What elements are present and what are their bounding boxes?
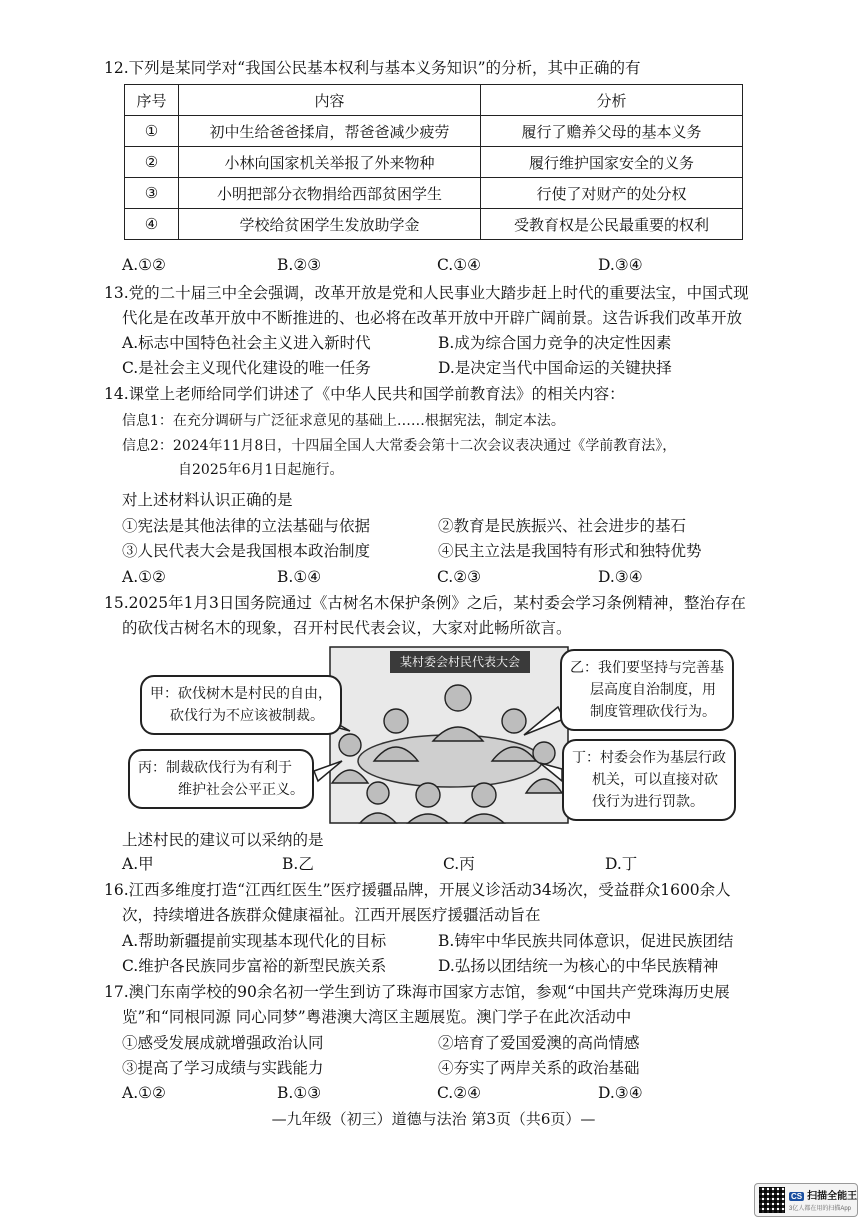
table-cell: 小明把部分衣物捐给西部贫困学生: [179, 178, 481, 209]
q12-option-d[interactable]: D.③④: [598, 256, 643, 274]
speech-bubble-yi: [560, 649, 734, 731]
table-row: [125, 147, 743, 178]
q13-option-a[interactable]: A.标志中国特色社会主义进入新时代: [122, 334, 371, 352]
q16-stem-line2: 次，持续增进各族群众健康福祉。江西开展医疗援疆活动旨在: [122, 906, 541, 924]
q16-option-d[interactable]: D.弘扬以团结统一为核心的中华民族精神: [438, 957, 719, 975]
q12-stem: 12.下列是某同学对“我国公民基本权利与基本义务知识”的分析，其中正确的有: [104, 59, 641, 77]
speech-bubble-jia: [140, 675, 342, 735]
q17-option-c[interactable]: C.②④: [437, 1084, 482, 1102]
table-cell: 学校给贫困学生发放助学金: [179, 209, 481, 240]
q14-info2-cont: 自2025年6月1日起施行。: [178, 462, 344, 478]
q16-option-c[interactable]: C.维护各民族同步富裕的新型民族关系: [122, 957, 387, 975]
q15-option-d[interactable]: D.丁: [605, 855, 638, 873]
q15-option-a[interactable]: A.甲: [122, 855, 154, 873]
table-cell: 履行维护国家安全的义务: [481, 147, 743, 178]
q14-ask: 对上述材料认识正确的是: [122, 491, 293, 509]
bubble-line: 层高度自治制度，用: [590, 682, 716, 698]
q17-item-3: ③提高了学习成绩与实践能力: [122, 1059, 324, 1077]
scanner-brand: [789, 1187, 857, 1202]
table-header: 分析: [481, 85, 743, 116]
table-cell: 初中生给爸爸揉肩，帮爸爸减少疲劳: [179, 116, 481, 147]
bubble-line: 乙：我们要坚持与完善基: [570, 660, 724, 676]
q14-info1: 信息1：在充分调研与广泛征求意见的基础上……根据宪法，制定本法。: [122, 413, 565, 429]
table-cell: ④: [125, 209, 179, 240]
q12-table: [124, 84, 743, 240]
q17-option-a[interactable]: A.①②: [122, 1084, 166, 1102]
q13-option-b[interactable]: B.成为综合国力竞争的决定性因素: [438, 334, 672, 352]
bubble-line: 丙：制裁砍伐行为有利于: [138, 760, 292, 776]
q12-option-b[interactable]: B.②③: [277, 256, 322, 274]
speech-bubble-bing: [128, 749, 314, 809]
q14-option-d[interactable]: D.③④: [598, 568, 643, 586]
table-cell: ③: [125, 178, 179, 209]
table-cell: 小林向国家机关举报了外来物种: [179, 147, 481, 178]
q14-option-b[interactable]: B.①④: [277, 568, 322, 586]
q12-option-a[interactable]: A.①②: [122, 256, 166, 274]
q15-stem-line2: 的砍伐古树名木的现象，召开村民代表会议，大家对此畅所欲言。: [122, 619, 572, 637]
bubble-line: 砍伐行为不应该被制裁。: [170, 708, 324, 724]
q17-stem-line2: 览”和“同根同源 同心同梦”粤港澳大湾区主题展览。澳门学子在此次活动中: [122, 1008, 632, 1026]
q14-info2: 信息2：2024年11月8日，十四届全国人大常委会第十二次会议表决通过《学前教育法》，: [122, 438, 677, 454]
table-row: [125, 116, 743, 147]
q16-option-a[interactable]: A.帮助新疆提前实现基本现代化的目标: [122, 932, 387, 950]
scanner-tagline: 3亿人都在用的扫描App: [789, 1206, 852, 1212]
q13-stem-line1: 13.党的二十届三中全会强调，改革开放是党和人民事业大踏步赶上时代的重要法宝，中国式现: [104, 284, 749, 302]
q17-item-2: ②培育了爱国爱澳的高尚情感: [438, 1034, 640, 1052]
q12-option-c[interactable]: C.①④: [437, 256, 482, 274]
q15-option-c[interactable]: C.丙: [443, 855, 475, 873]
q14-item-4: ④民主立法是我国特有形式和独特优势: [438, 542, 702, 560]
table-cell: ②: [125, 147, 179, 178]
q13-stem-line2: 代化是在改革开放中不断推进的、也必将在改革开放中开辟广阔前景。这告诉我们改革开放: [122, 309, 743, 327]
bubble-line: 维护社会公平正义。: [178, 782, 304, 798]
q17-option-d[interactable]: D.③④: [598, 1084, 643, 1102]
q15-ask: 上述村民的建议可以采纳的是: [122, 831, 324, 849]
table-cell: ①: [125, 116, 179, 147]
bubble-line: 机关，可以直接对砍: [592, 772, 718, 788]
cs-badge: CS: [791, 1192, 803, 1201]
qr-code-icon: [759, 1187, 785, 1213]
meeting-banner: 某村委会村民代表大会: [390, 651, 530, 673]
table-cell: 受教育权是公民最重要的权利: [481, 209, 743, 240]
table-header: 内容: [179, 85, 481, 116]
bubble-line: 丁：村委会作为基层行政: [572, 750, 726, 766]
bubble-line: 制度管理砍伐行为。: [590, 704, 716, 720]
q17-item-1: ①感受发展成就增强政治认同: [122, 1034, 324, 1052]
q17-item-4: ④夯实了两岸关系的政治基础: [438, 1059, 640, 1077]
bubble-line: 伐行为进行罚款。: [592, 794, 704, 810]
bubble-line: 甲：砍伐树木是村民的自由，: [150, 686, 332, 702]
scanner-watermark: [754, 1183, 858, 1217]
page-footer: —九年级（初三）道德与法治 第3页（共6页）—: [271, 1110, 596, 1128]
q13-option-c[interactable]: C.是社会主义现代化建设的唯一任务: [122, 359, 371, 377]
q15-option-b[interactable]: B.乙: [282, 855, 314, 873]
table-cell: 履行了赡养父母的基本义务: [481, 116, 743, 147]
table-cell: 行使了对财产的处分权: [481, 178, 743, 209]
q14-stem: 14.课堂上老师给同学们讲述了《中华人民共和国学前教育法》的相关内容：: [104, 385, 625, 403]
q14-option-c[interactable]: C.②③: [437, 568, 482, 586]
q13-option-d[interactable]: D.是决定当代中国命运的关键抉择: [438, 359, 672, 377]
village-meeting-illustration: [128, 643, 743, 826]
q17-option-b[interactable]: B.①③: [277, 1084, 322, 1102]
q14-item-2: ②教育是民族振兴、社会进步的基石: [438, 517, 687, 535]
q14-item-3: ③人民代表大会是我国根本政治制度: [122, 542, 371, 560]
table-header: 序号: [125, 85, 179, 116]
table-header-row: [125, 85, 743, 116]
table-row: [125, 178, 743, 209]
table-row: [125, 209, 743, 240]
q14-option-a[interactable]: A.①②: [122, 568, 166, 586]
speech-bubble-ding: [562, 739, 736, 821]
q15-stem-line1: 15.2025年1月3日国务院通过《古树名木保护条例》之后，某村委会学习条例精神，整治存在: [104, 594, 746, 612]
scanner-brand-name: 扫描全能王: [807, 1191, 858, 1202]
q16-option-b[interactable]: B.铸牢中华民族共同体意识，促进民族团结: [438, 932, 734, 950]
q16-stem-line1: 16.江西多维度打造“江西红医生”医疗援疆品牌，开展义诊活动34场次，受益群众1600余人: [104, 881, 731, 899]
q14-item-1: ①宪法是其他法律的立法基础与依据: [122, 517, 371, 535]
q17-stem-line1: 17.澳门东南学校的90余名初一学生到访了珠海市国家方志馆，参观“中国共产党珠海历史展: [104, 983, 730, 1001]
